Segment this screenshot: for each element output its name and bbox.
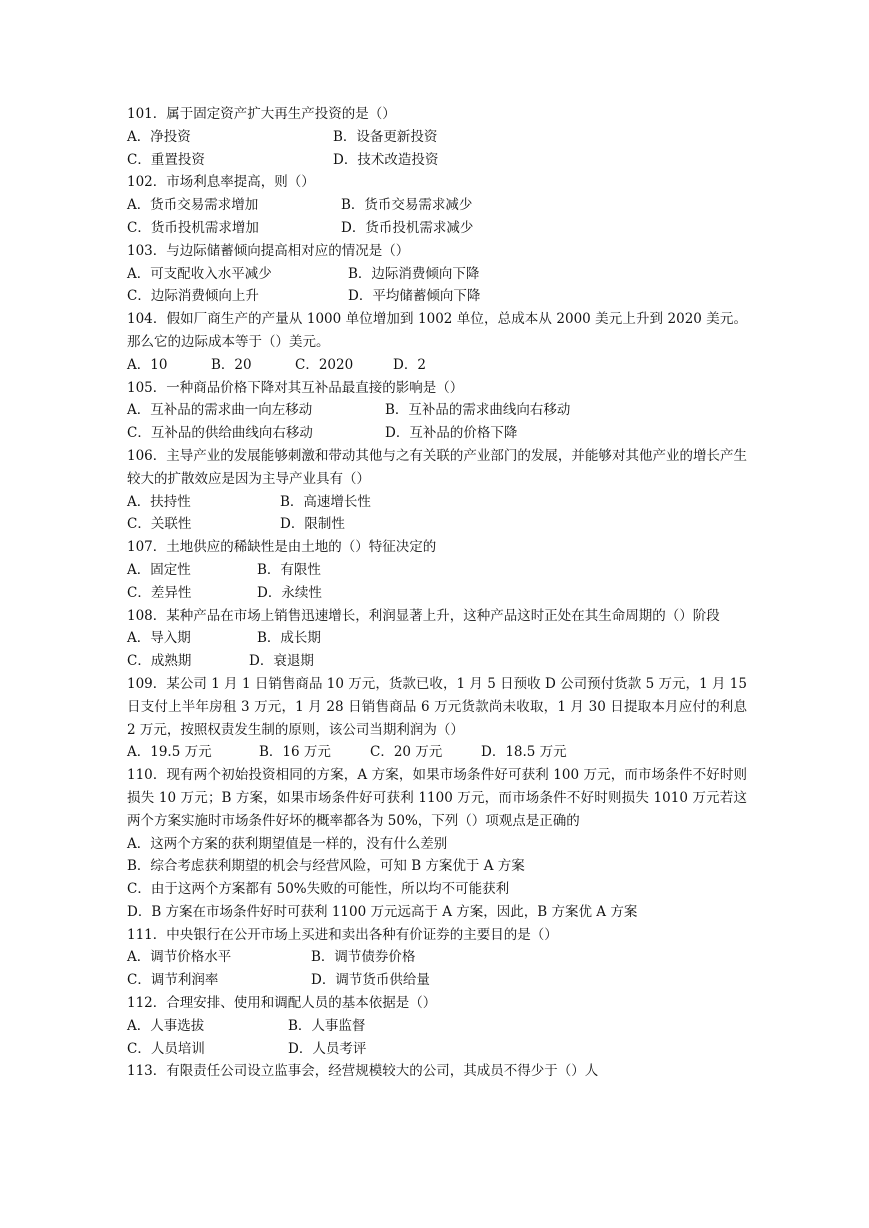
option-c: C．关联性 (127, 516, 192, 533)
option-row (127, 285, 747, 308)
option-b: B．边际消费倾向下降 (348, 265, 480, 282)
option-c: C．2020 (295, 356, 354, 373)
option-a: A．人事选拔 (127, 1017, 205, 1034)
option-d: D．互补品的价格下降 (385, 425, 518, 442)
question-110 (127, 764, 747, 924)
question-stem: 102．市场利息率提高，则（） (127, 174, 315, 191)
option-row (127, 650, 747, 673)
option-d: D．调节货币供给量 (311, 972, 430, 989)
option-b: B．调节债券价格 (311, 949, 416, 966)
option-a: A．调节价格水平 (127, 949, 232, 966)
option-b: B．有限性 (257, 561, 321, 578)
option-row (127, 1015, 747, 1038)
option-b: B．互补品的需求曲线向右移动 (385, 402, 571, 419)
question-stem: 107．土地供应的稀缺性是由土地的（）特征决定的 (127, 539, 437, 556)
option-b: B．20 (211, 356, 252, 373)
option-d: D．技术改造投资 (333, 151, 439, 168)
option-b: B．16 万元 (259, 744, 331, 761)
option-b: B．成长期 (257, 630, 321, 647)
question-stem: 105．一种商品价格下降对其互补品最直接的影响是（） (127, 379, 464, 396)
option-c: C．成熟期 (127, 653, 192, 670)
option-d: D．永续性 (257, 584, 322, 601)
option-c: C．重置投资 (127, 151, 205, 168)
question-108 (127, 605, 747, 673)
option-row (127, 149, 747, 172)
option-row (127, 263, 747, 286)
option-b: B．综合考虑获利期望的机会与经营风险，可知 B 方案优于 A 方案 (127, 858, 525, 875)
option-row (127, 126, 747, 149)
option-d: D．2 (393, 356, 426, 373)
option-row (127, 422, 747, 445)
question-stem: 106．主导产业的发展能够刺激和带动其他与之有关联的产业部门的发展，并能够对其他产业的增长产生较大的扩散效应是因为主导产业具有（） (127, 447, 747, 487)
option-a: A．互补品的需求曲一向左移动 (127, 402, 313, 419)
option-d: D．人员考评 (288, 1040, 367, 1057)
option-a: A．扶持性 (127, 493, 191, 510)
option-row (127, 946, 747, 969)
question-106 (127, 445, 747, 536)
option-c: C．人员培训 (127, 1040, 205, 1057)
option-d: D．B 方案在市场条件好时可获利 1100 万元远高于 A 方案，因此，B 方案优 A 方案 (127, 903, 638, 920)
option-b: B．人事监督 (288, 1017, 366, 1034)
option-b: B．设备更新投资 (333, 128, 438, 145)
option-row (127, 582, 747, 605)
option-a: A．这两个方案的获利期望值是一样的，没有什么差别 (127, 835, 448, 852)
option-b: B．货币交易需求减少 (341, 197, 473, 214)
option-a: A．19.5 万元 (127, 744, 212, 761)
option-d: D．限制性 (280, 516, 345, 533)
option-b: B．高速增长性 (280, 493, 371, 510)
question-105 (127, 377, 747, 445)
question-stem: 101．属于固定资产扩大再生产投资的是（） (127, 106, 396, 122)
option-row (127, 399, 747, 422)
option-row (127, 1038, 747, 1061)
option-row (127, 194, 747, 217)
option-row (127, 741, 747, 764)
question-stem: 112．合理安排、使用和调配人员的基本依据是（） (127, 995, 437, 1012)
question-104 (127, 308, 747, 376)
question-113 (127, 1060, 747, 1083)
option-c: C．差异性 (127, 584, 192, 601)
question-109 (127, 673, 747, 764)
option-row (127, 559, 747, 582)
option-c: C．互补品的供给曲线向右移动 (127, 425, 313, 442)
option-c: C．货币投机需求增加 (127, 219, 259, 236)
question-stem: 104．假如厂商生产的产量从 1000 单位增加到 1002 单位，总成本从 2000 美元上升到 2020 美元。那么它的边际成本等于（）美元。 (127, 311, 747, 350)
question-107 (127, 536, 747, 604)
option-d: D．衰退期 (249, 653, 314, 670)
option-c: C．边际消费倾向上升 (127, 288, 259, 305)
question-stem: 113．有限责任公司设立监事会，经营规模较大的公司，其成员不得少于（）人 (127, 1063, 599, 1080)
option-a: A．净投资 (127, 128, 191, 145)
option-row (127, 491, 747, 514)
option-d: D．货币投机需求减少 (341, 219, 474, 236)
option-a: A．导入期 (127, 630, 191, 647)
option-a: A．固定性 (127, 561, 191, 578)
question-112 (127, 992, 747, 1060)
option-row (127, 217, 747, 240)
option-row (127, 969, 747, 992)
option-row (127, 354, 747, 377)
document-page (127, 103, 747, 1083)
option-c: C．20 万元 (370, 744, 443, 761)
option-a: A．10 (127, 356, 168, 373)
question-stem: 110．现有两个初始投资相同的方案，A 方案，如果市场条件好可获利 100 万元，而市场条件不好时则损失 10 万元；B 方案，如果市场条件好可获利 1100 万元，而市场条件不好时则损失 1010 万元若这两个方案实施时市场条件好坏的概率都各为 50%，下列（）项观点是正确的 (127, 767, 747, 829)
option-a: A．可支配收入水平减少 (127, 265, 272, 282)
option-row (127, 627, 747, 650)
question-103 (127, 240, 747, 308)
question-101 (127, 103, 747, 171)
option-row (127, 513, 747, 536)
option-d: D．平均储蓄倾向下降 (348, 288, 481, 305)
question-stem: 111．中央银行在公开市场上买进和卖出各种有价证券的主要目的是（） (127, 926, 558, 943)
question-102 (127, 171, 747, 239)
option-c: C．由于这两个方案都有 50%失败的可能性，所以均不可能获利 (127, 881, 510, 898)
option-c: C．调节利润率 (127, 972, 219, 989)
question-111 (127, 924, 747, 992)
question-stem: 103．与边际储蓄倾向提高相对应的情况是（） (127, 242, 410, 259)
option-d: D．18.5 万元 (481, 744, 567, 761)
option-a: A．货币交易需求增加 (127, 197, 259, 214)
question-stem: 108．某种产品在市场上销售迅速增长，利润显著上升，这种产品这时正处在其生命周期的（）阶段 (127, 607, 720, 624)
question-stem: 109．某公司 1 月 1 日销售商品 10 万元，货款已收，1 月 5 日预收 D 公司预付货款 5 万元，1 月 15 日支付上半年房租 3 万元，1 月 28 日销售商品 6 万元货款尚未收取，1 月 30 日提取本月应付的利息 2 万元，按照权责发生制的原则，该公司当期利润为（） (127, 675, 747, 738)
